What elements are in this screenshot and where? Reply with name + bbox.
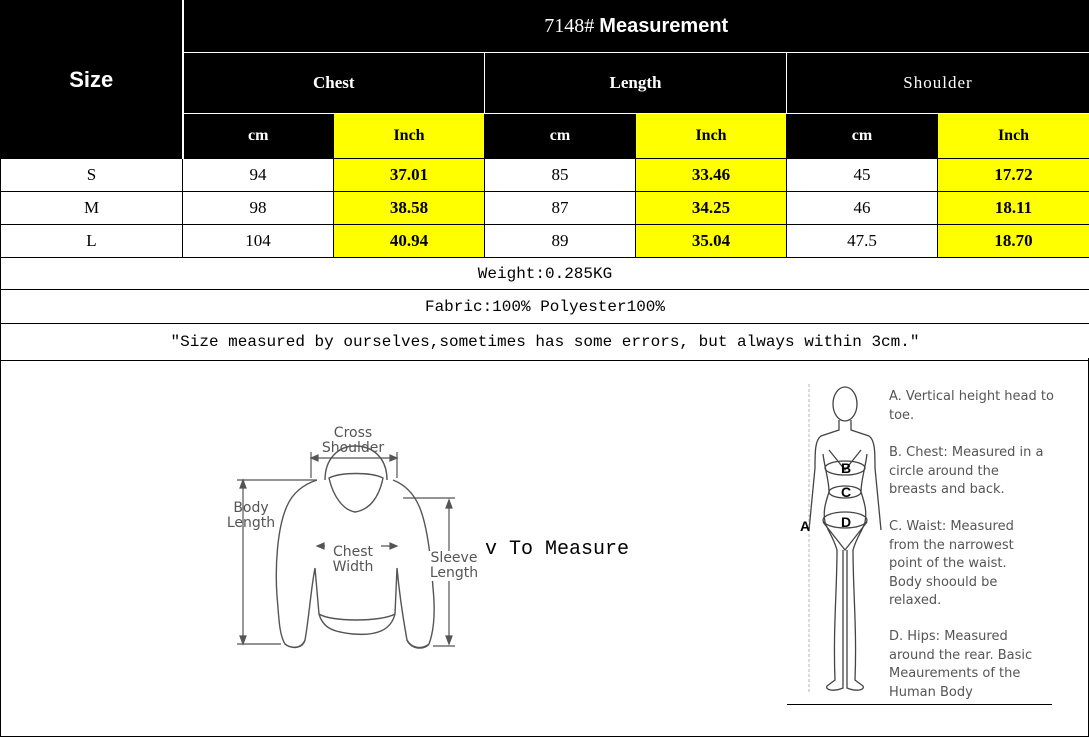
sweater-neckline bbox=[329, 474, 383, 513]
body-letter-d: D bbox=[841, 514, 852, 530]
chest-width-label: Chest Width bbox=[325, 545, 381, 575]
shoulder-inch-cell: 18.11 bbox=[938, 192, 1089, 225]
body-letter-a: A bbox=[800, 518, 811, 534]
body-length-label: Body Length bbox=[226, 500, 276, 531]
shoulder-group-header: Shoulder bbox=[787, 53, 1089, 114]
shoulder-cm-cell: 46 bbox=[787, 192, 938, 225]
shoulder-cm-cell: 45 bbox=[787, 159, 938, 192]
chest-inch-cell: 38.58 bbox=[334, 192, 485, 225]
size-cell: L bbox=[1, 225, 183, 258]
length-inch-cell: 34.25 bbox=[636, 192, 787, 225]
chest-cm-cell: 98 bbox=[183, 192, 334, 225]
chest-group-header: Chest bbox=[183, 53, 485, 114]
measurement-diagram-area bbox=[0, 358, 1089, 737]
length-inch-cell: 35.04 bbox=[636, 225, 787, 258]
shoulder-inch-header: Inch bbox=[938, 114, 1089, 159]
fabric-row: Fabric:100% Polyester100% bbox=[1, 290, 1089, 324]
key-a-text: A. Vertical height head to toe. bbox=[889, 389, 1054, 423]
body-letter-c: C bbox=[841, 484, 852, 500]
sleeve-length-label: Sleeve Length bbox=[425, 551, 483, 581]
length-inch-cell: 33.46 bbox=[636, 159, 787, 192]
chest-cm-cell: 94 bbox=[183, 159, 334, 192]
cross-shoulder-label: Cross Shoulder bbox=[321, 425, 385, 456]
size-column-header: Size bbox=[1, 1, 183, 159]
human-body-diagram bbox=[787, 380, 887, 710]
length-cm-header: cm bbox=[485, 114, 636, 159]
length-cm-cell: 85 bbox=[485, 159, 636, 192]
table-row bbox=[1, 192, 1089, 225]
shoulder-cm-header: cm bbox=[787, 114, 938, 159]
size-chart-table bbox=[0, 0, 1089, 361]
key-b-text: B. Chest: Measured in a circle around the breasts and back. bbox=[889, 445, 1044, 497]
body-letter-b: B bbox=[841, 460, 852, 476]
table-row bbox=[1, 159, 1089, 192]
length-cm-cell: 87 bbox=[485, 192, 636, 225]
size-cell: M bbox=[1, 192, 183, 225]
weight-row: Weight:0.285KG bbox=[1, 258, 1089, 290]
key-d-text: D. Hips: Measured around the rear. Basic Meaurements of the Human Body bbox=[889, 629, 1033, 700]
title-word: Measurement bbox=[599, 15, 729, 37]
length-group-header: Length bbox=[485, 53, 787, 114]
length-inch-header: Inch bbox=[636, 114, 787, 159]
size-cell: S bbox=[1, 159, 183, 192]
how-to-measure-label: v To Measure bbox=[485, 538, 630, 561]
chart-title bbox=[183, 1, 1089, 53]
table-row bbox=[1, 225, 1089, 258]
chest-inch-cell: 37.01 bbox=[334, 159, 485, 192]
chest-cm-cell: 104 bbox=[183, 225, 334, 258]
title-code: 7148# bbox=[544, 15, 595, 37]
length-cm-cell: 89 bbox=[485, 225, 636, 258]
shoulder-inch-cell: 17.72 bbox=[938, 159, 1089, 192]
chest-inch-header: Inch bbox=[334, 114, 485, 159]
diagram-baseline bbox=[787, 704, 1052, 705]
chest-cm-header: cm bbox=[183, 114, 334, 159]
chest-inch-cell: 40.94 bbox=[334, 225, 485, 258]
measurement-note: "Size measured by ourselves,sometimes has some errors, but always within 3cm." bbox=[1, 324, 1089, 361]
shoulder-cm-cell: 47.5 bbox=[787, 225, 938, 258]
key-c-text: C. Waist: Measured from the narrowest point of the waist. Body shoould be relaxed. bbox=[889, 519, 1014, 608]
shoulder-inch-cell: 18.70 bbox=[938, 225, 1089, 258]
